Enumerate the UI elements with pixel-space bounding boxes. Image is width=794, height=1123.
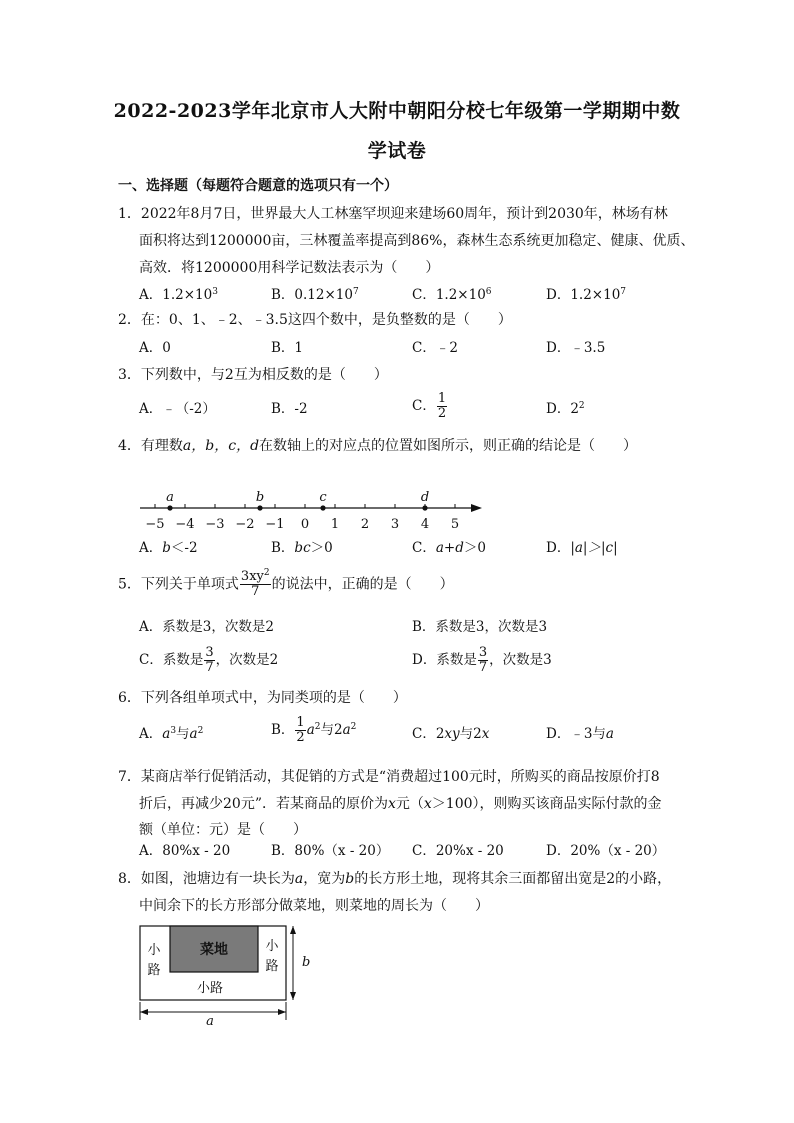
dim-b-arrow-top [290, 926, 296, 934]
q4-option-c: C．a+d＞0 [412, 540, 486, 556]
number-line-arrow [471, 504, 482, 512]
q5-option-a: A．系数是3，次数是2 [139, 619, 274, 635]
q4-option-a: A．b＜-2 [139, 540, 198, 556]
q7-option-c: C．20%x - 20 [412, 843, 504, 859]
number-line-point-label-c: c [319, 490, 327, 505]
q3-option-b: B．-2 [271, 401, 308, 417]
q6-b-fraction: $\frac{1}{2}$ [296, 715, 305, 745]
section-heading: 一、选择题（每题符合题意的选项只有一个） [118, 178, 398, 194]
number-line-tick-label: −2 [235, 517, 255, 532]
q2-option-a: A．0 [139, 340, 171, 356]
bottom-path-label: 小路 [196, 981, 224, 996]
q6-option-a: A．$a^3$与$a^2$ [139, 726, 204, 742]
q5-d-fraction: $\frac{3}{7}$ [478, 645, 488, 675]
number-line-tick-label: −1 [265, 517, 285, 532]
q4-option-b: B．bc＞0 [271, 540, 333, 556]
q6-option-b: B． $\frac{1}{2}$ $a^2$与$2a^2$ [271, 715, 357, 745]
number-line-tick-label: 5 [450, 517, 460, 532]
number-line-tick-label: −5 [145, 517, 165, 532]
q2-option-b: B．1 [271, 340, 304, 356]
dim-a-arrow-right [278, 1009, 286, 1015]
q1-option-c: C．$1.2\times 10^6$ [412, 287, 492, 303]
q5-option-d: D．系数是 $\frac{3}{7}$ ，次数是3 [412, 645, 552, 675]
exam-title-line1: 2022-2023学年北京市人大附中朝阳分校七年级第一学期期中数 [113, 100, 681, 122]
number-line-point-d [422, 505, 427, 510]
number-line-point-label-b: b [255, 490, 265, 505]
q1-option-a: A．$1.2\times 10^3$ [139, 287, 218, 303]
number-line-tick-label: −4 [175, 517, 195, 532]
q5-option-c: C．系数是 $\frac{3}{7}$ ，次数是2 [139, 645, 279, 675]
number-line-tick-label: 0 [300, 517, 310, 532]
number-line-point-label-d: d [420, 490, 430, 505]
garden-plot-figure [136, 922, 311, 1029]
exam-title-line2: 学试卷 [367, 140, 427, 162]
q3-option-d: D．$2^2$ [546, 401, 585, 417]
q3-option-a: A．﹣（-2） [139, 401, 216, 417]
q7-line3: 额（单位：元）是（ ） [139, 822, 307, 838]
number-line-tick-label: 1 [330, 517, 340, 532]
number-line-figure [136, 484, 496, 534]
q7-option-b: B．80%（x - 20） [271, 843, 390, 859]
number-line-point-b [257, 505, 262, 510]
q4-line1: 4．有理数a，b，c，d在数轴上的对应点的位置如图所示，则正确的结论是（ ） [118, 438, 638, 454]
q2-option-c: C．﹣2 [412, 340, 458, 356]
q1-option-b: B．$0.12\times 10^7$ [271, 287, 359, 303]
q4-option-d: D．|a|＞|c| [546, 540, 618, 556]
q5-line1: 5．下列关于单项式 $\frac{3xy^2}{7}$ 的说法中，正确的是（ ） [118, 568, 454, 599]
number-line-tick-label: −3 [205, 517, 225, 532]
q8-line2: 中间余下的长方形部分做菜地，则菜地的周长为（ ） [139, 898, 489, 914]
q7-line1: 7．某商店举行促销活动，其促销的方式是“消费超过100元时，所购买的商品按原价打8 [118, 769, 660, 785]
dim-a-arrow-left [140, 1009, 148, 1015]
q1-line2: 面积将达到1200000亩，三林覆盖率提高到86%，森林生态系统更加稳定、健康、优质、 [139, 233, 695, 249]
q6-option-c: C．2xy与2x [412, 726, 490, 742]
q3-option-c: C． $\frac{1}{2}$ [412, 391, 447, 421]
q2-option-d: D．﹣3.5 [546, 340, 606, 356]
q3-c-fraction: $\frac{1}{2}$ [437, 391, 447, 421]
q2-line1: 2．在：0、1、﹣2、﹣3.5这四个数中，是负整数的是（ ） [118, 312, 512, 328]
q6-option-d: D．﹣3与a [546, 726, 614, 742]
number-line-tick-label: 3 [390, 517, 400, 532]
q5-c-fraction: $\frac{3}{7}$ [205, 645, 214, 675]
q5-monomial-fraction: $\frac{3xy^2}{7}$ [240, 568, 270, 599]
left-path-char1: 小 [147, 943, 161, 958]
dim-a-label: a [206, 1014, 214, 1029]
q1-line3: 高效．将1200000用科学记数法表示为（ ） [139, 260, 440, 276]
dim-b-arrow-bottom [290, 992, 296, 1000]
q7-option-a: A．80%x - 20 [139, 843, 231, 859]
left-path-char2: 路 [147, 963, 161, 978]
right-path-char2: 路 [265, 959, 279, 974]
q3-line1: 3．下列数中，与2互为相反数的是（ ） [118, 367, 388, 383]
number-line-tick-label: 4 [420, 517, 430, 532]
dim-b-label: b [302, 955, 311, 970]
number-line-point-a [167, 505, 172, 510]
q7-option-d: D．20%（x - 20） [546, 843, 666, 859]
q1-line1: 1．2022年8月7日，世界最大人工林塞罕坝迎来建场60周年，预计到2030年，林场有林 [118, 206, 668, 222]
q1-option-d: D．$1.2\times 10^7$ [546, 287, 627, 303]
q5-option-b: B．系数是3，次数是3 [412, 619, 548, 635]
number-line-point-c [320, 505, 325, 510]
q6-line1: 6．下列各组单项式中，为同类项的是（ ） [118, 690, 407, 706]
q8-line1: 8．如图，池塘边有一块长为a，宽为b的长方形土地，现将其余三面都留出宽是2的小路， [118, 871, 672, 887]
number-line-point-label-a: a [166, 490, 174, 505]
q7-line2: 折后，再减少20元”．若某商品的原价为x元（x＞100），则购买该商品实际付款的金 [139, 796, 662, 812]
number-line-tick-label: 2 [360, 517, 370, 532]
garden-label: 菜地 [200, 942, 228, 958]
right-path-char1: 小 [265, 939, 279, 954]
